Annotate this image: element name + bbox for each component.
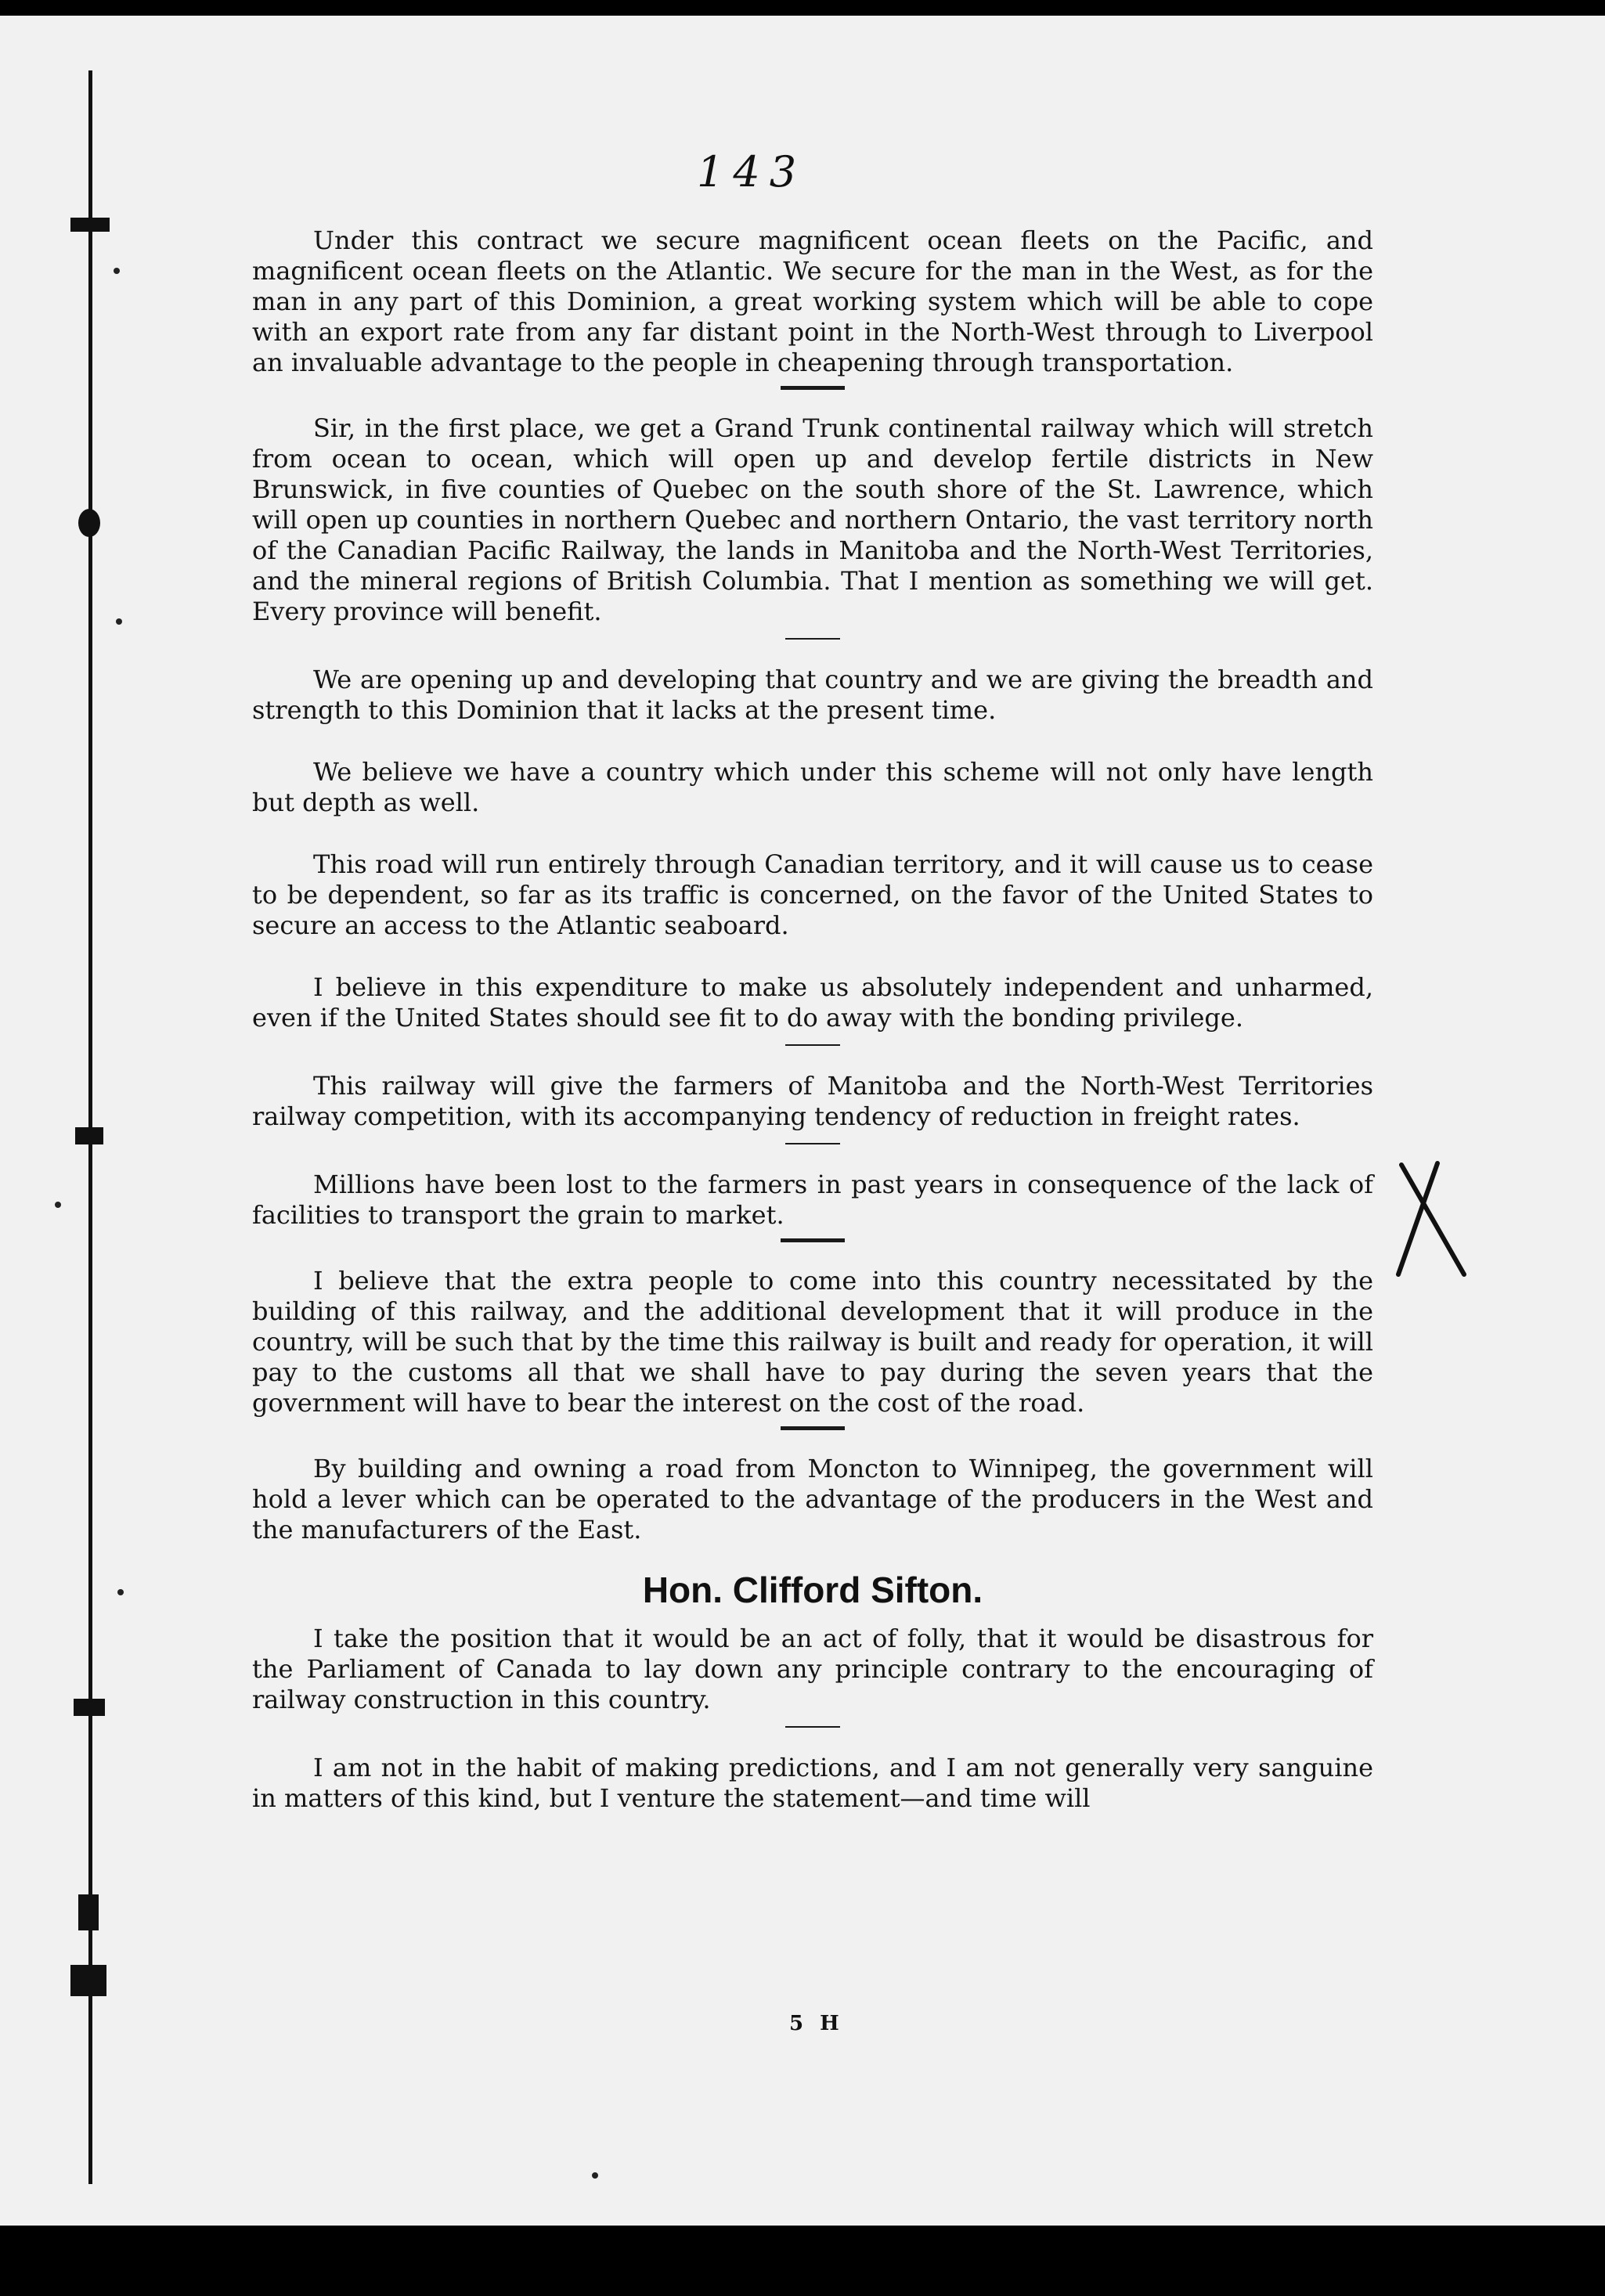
- binding-stitch-mark: [70, 218, 110, 232]
- section-divider-rule: [785, 1143, 840, 1144]
- paragraph: I believe that the extra people to come into this country necessitated by the building of this railway, and the additional development that it will produce in the country, will be such that by the time this railway is built and ready for operation, it will pay to the customs all that we shall have to pay during the seven years that the government will have to bear the interest on the cost of the road.: [252, 1266, 1373, 1418]
- section-divider-rule: [785, 1726, 840, 1728]
- binding-stitch-mark: [75, 1127, 103, 1144]
- document-page: [0, 16, 1605, 2286]
- page-number-handwritten: 143: [697, 147, 806, 196]
- margin-speck: [114, 268, 120, 274]
- paragraph: We are opening up and developing that country and we are giving the breadth and strength to this Dominion that it lacks at the present time.: [252, 665, 1373, 725]
- margin-speck: [116, 618, 122, 625]
- paragraph: This railway will give the farmers of Manitoba and the North-West Territories railway competition, with its accompanying tendency of reduction in freight rates.: [252, 1071, 1373, 1131]
- binding-stitch-mark: [70, 1965, 106, 1996]
- speaker-heading: Hon. Clifford Sifton.: [642, 1570, 983, 1610]
- margin-speck: [55, 1202, 61, 1208]
- section-divider-rule: [781, 1426, 845, 1430]
- paragraph: Millions have been lost to the farmers in past years in consequence of the lack of facilities to transport the grain to market.: [252, 1170, 1373, 1230]
- binding-stitch-mark: [78, 509, 100, 537]
- scan-top-border: [0, 0, 1605, 16]
- paragraph: I believe in this expenditure to make us absolutely independent and unharmed, even if the United States should see fit to do away with the bonding privilege.: [252, 972, 1373, 1033]
- paragraph: We believe we have a country which under this scheme will not only have length but depth as well.: [252, 757, 1373, 817]
- binding-stitch-mark: [78, 1894, 99, 1930]
- section-divider-rule: [785, 1044, 840, 1046]
- handwritten-x-mark: [1392, 1157, 1470, 1282]
- section-divider-rule: [781, 386, 845, 390]
- binding-stitch-mark: [74, 1699, 105, 1716]
- section-divider-rule: [785, 638, 840, 640]
- printer-signature-mark: 5 H: [789, 2012, 844, 2035]
- paragraph: I take the position that it would be an act of folly, that it would be disastrous for the Parliament of Canada to lay down any principle contrary to the encouraging of railway construction in this country.: [252, 1624, 1373, 1714]
- paragraph: This road will run entirely through Canadian territory, and it will cause us to cease to be dependent, so far as its traffic is concerned, on the favor of the United States to secure an access to the Atlantic seaboard.: [252, 849, 1373, 940]
- margin-speck: [117, 1589, 124, 1595]
- speech-excerpt-column: [252, 225, 1373, 1814]
- paragraph: By building and owning a road from Moncton to Winnipeg, the government will hold a lever which can be operated to the advantage of the producers in the West and the manufacturers of the East.: [252, 1454, 1373, 1544]
- scan-bottom-border: [0, 2226, 1605, 2296]
- paragraph: Under this contract we secure magnificent ocean fleets on the Pacific, and magnificent ocean fleets on the Atlantic. We secure for the man in the West, as for the man in any part of this Dominion, a great working system which will be able to cope with an export rate from any far distant point in the North-West through to Liverpool an invaluable advantage to the people in cheapening through transportation.: [252, 225, 1373, 377]
- paragraph: Sir, in the first place, we get a Grand Trunk continental railway which will stretch from ocean to ocean, which will open up and develop fertile districts in New Brunswick, in five counties of Quebec on the south shore of the St. Lawrence, which will open up counties in northern Quebec and northern Ontario, the vast territory north of the Canadian Pacific Railway, the lands in Manitoba and the North-West Territories, and the mineral regions of British Columbia. That I mention as something we will get. Every province will benefit.: [252, 413, 1373, 626]
- paragraph: I am not in the habit of making predictions, and I am not generally very sanguine in matters of this kind, but I venture the statement—and time will: [252, 1753, 1373, 1813]
- margin-speck: [592, 2172, 598, 2179]
- section-divider-rule: [781, 1238, 845, 1242]
